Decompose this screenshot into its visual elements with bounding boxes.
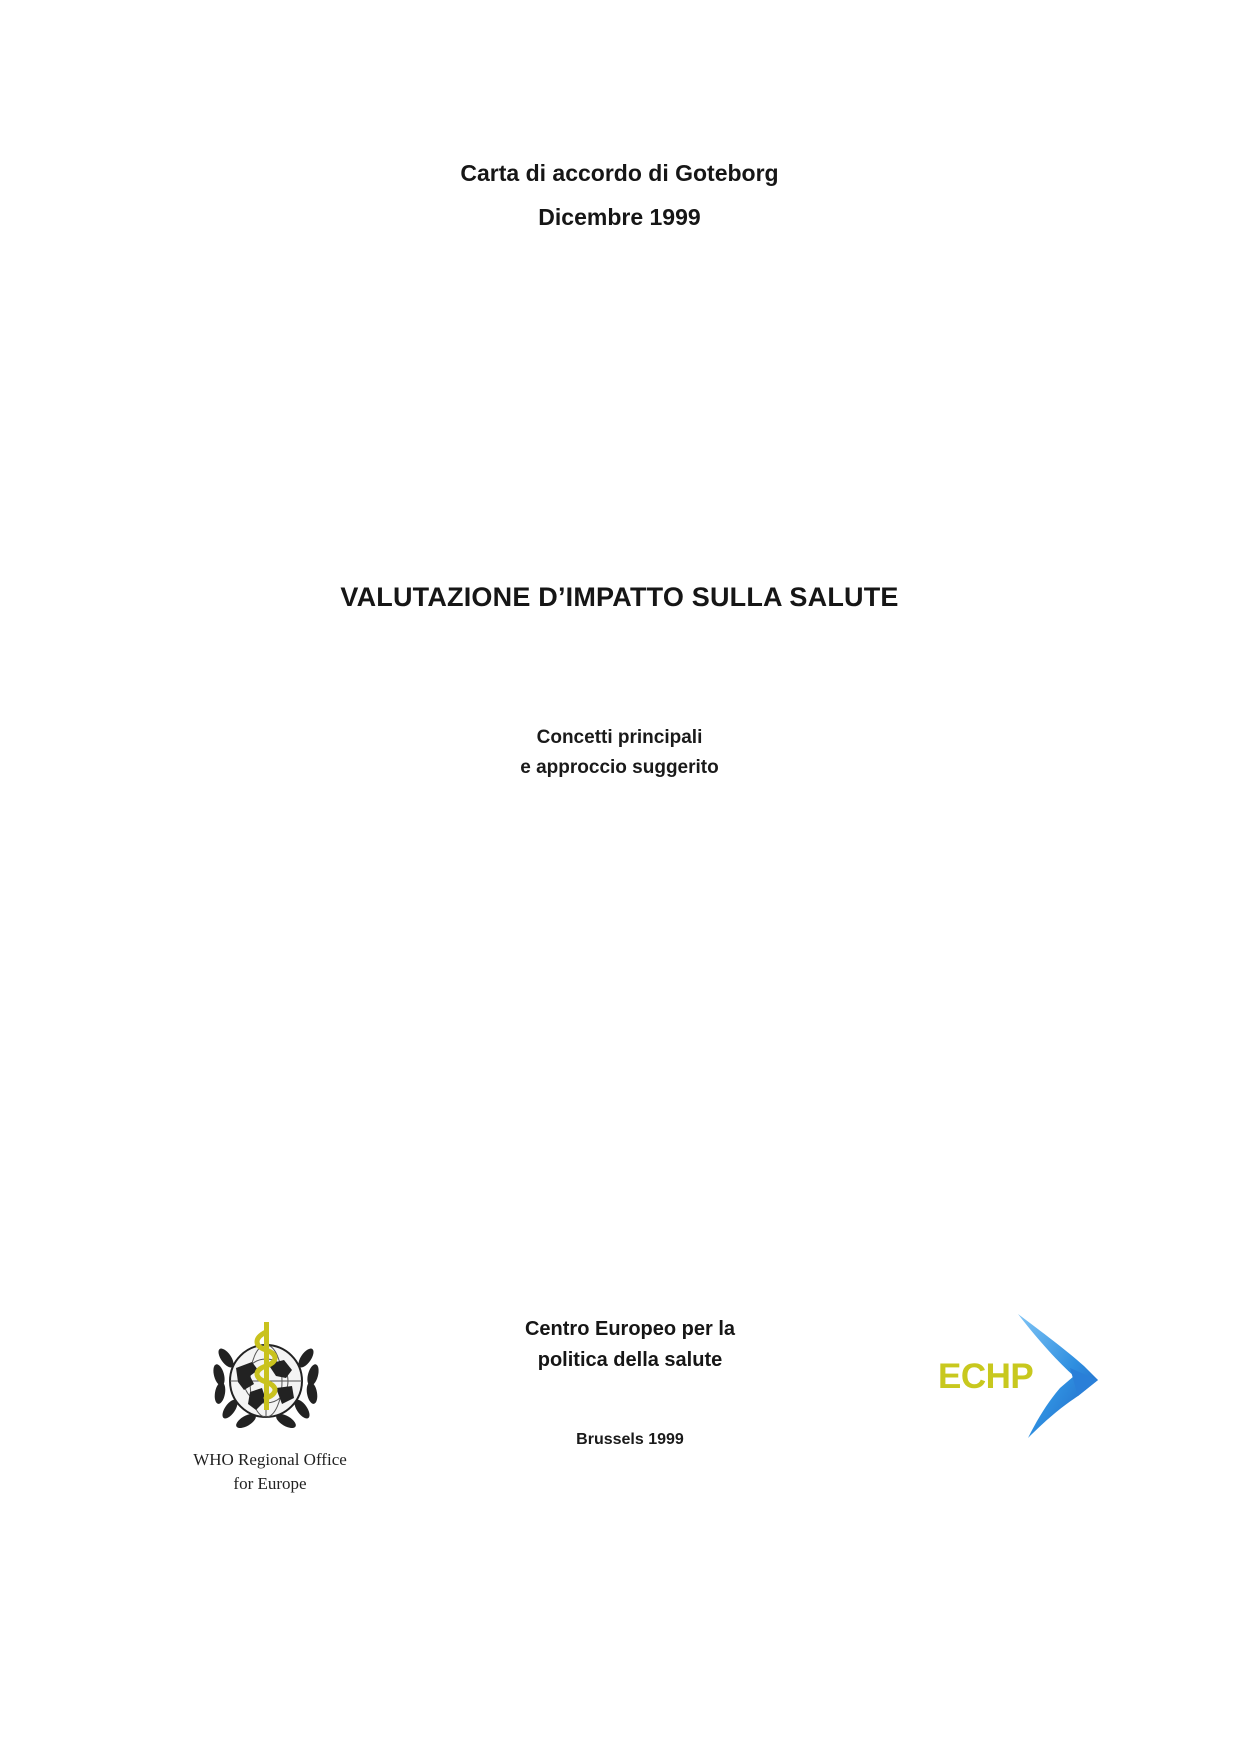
echp-logo xyxy=(938,1312,1108,1442)
publication-date: Brussels 1999 xyxy=(576,1431,684,1448)
charter-date: Dicembre 1999 xyxy=(538,204,701,230)
subtitle-line-1: Concetti principali xyxy=(536,727,703,748)
charter-title: Carta di accordo di Goteborg xyxy=(460,160,779,186)
center-org-line-1: Centro Europeo per la xyxy=(524,1318,736,1340)
who-caption-line-2: for Europe xyxy=(233,1474,307,1493)
echp-logo-text: ECHP xyxy=(938,1357,1034,1396)
center-org-line-2: politica della salute xyxy=(537,1349,723,1371)
who-emblem-icon xyxy=(206,1318,326,1438)
who-caption-line-1: WHO Regional Office xyxy=(193,1450,347,1469)
blue-arrow-icon xyxy=(1008,1312,1104,1440)
subtitle-line-2: e approccio suggerito xyxy=(520,757,719,778)
who-logo xyxy=(170,1318,370,1496)
document-title: VALUTAZIONE D’IMPATTO SULLA SALUTE xyxy=(340,582,899,612)
